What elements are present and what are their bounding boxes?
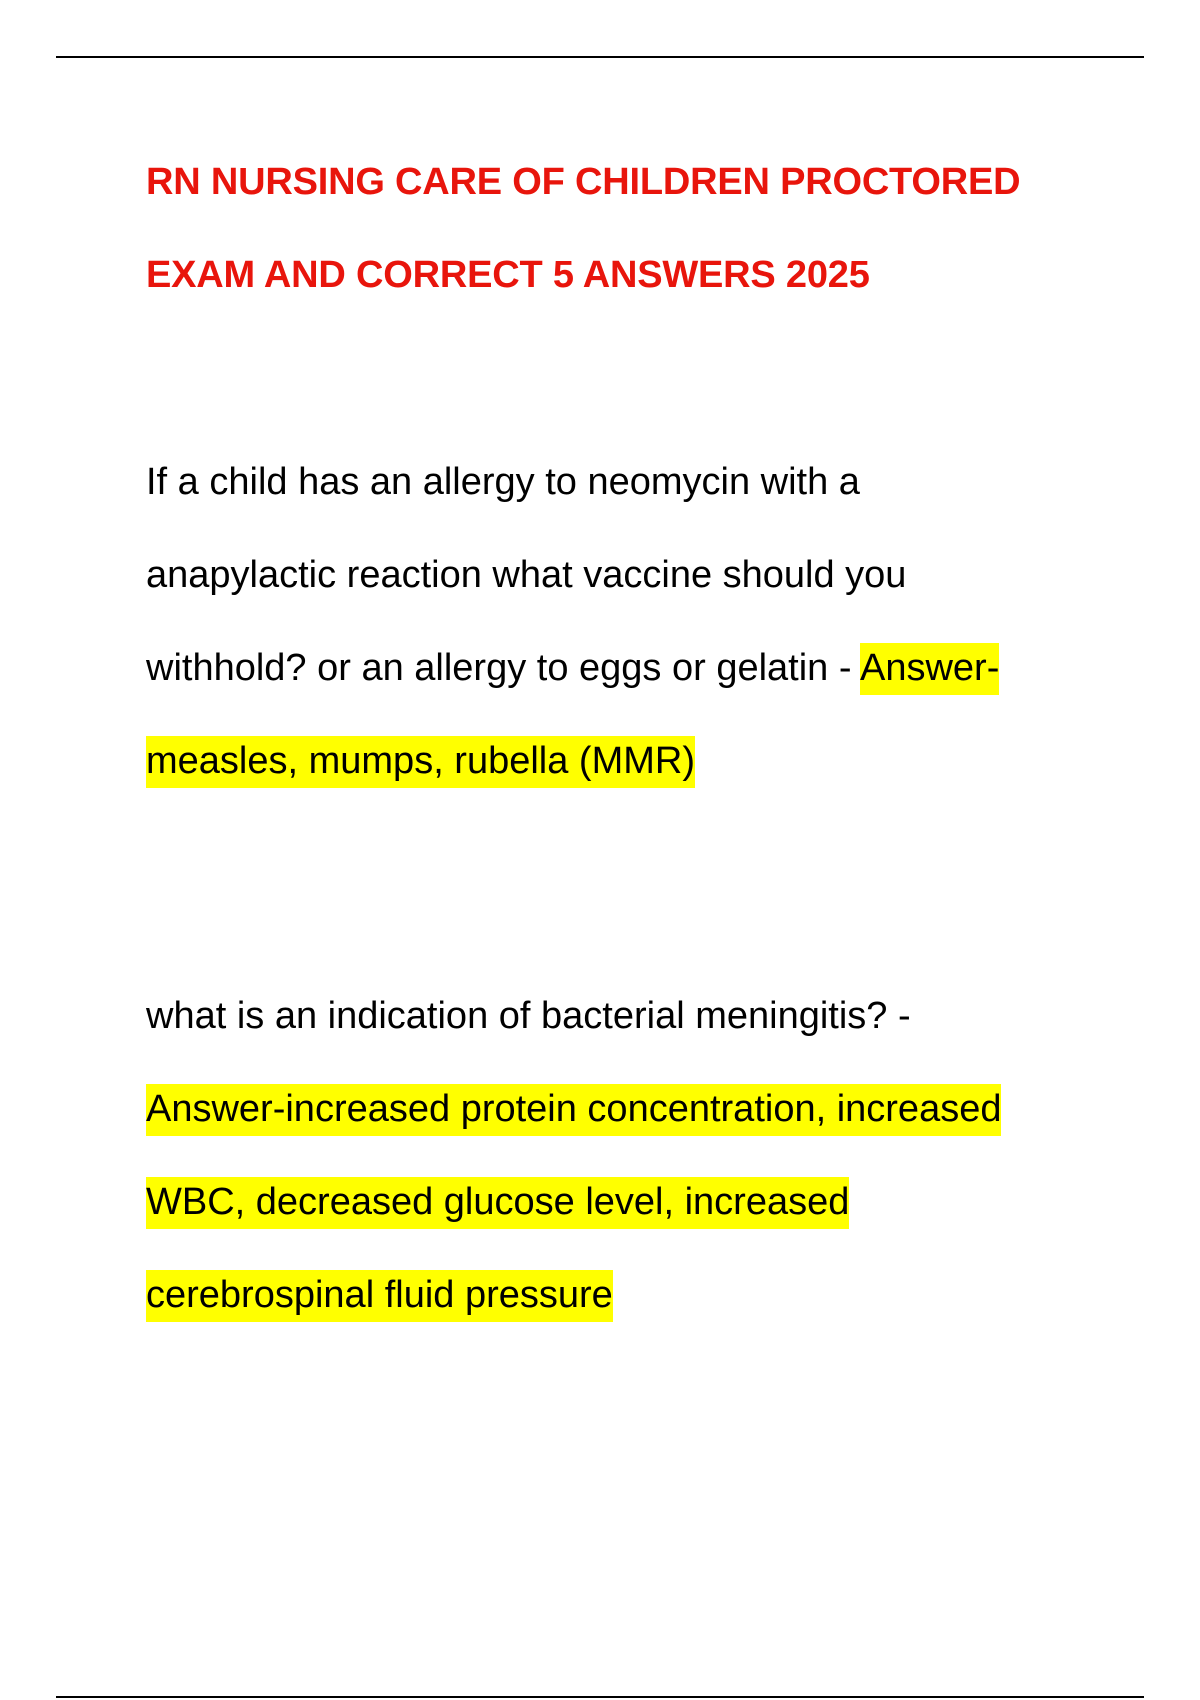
question-2-line-1: what is an indication of bacterial meningitis? -	[146, 995, 911, 1037]
question-1-line-3	[146, 622, 999, 715]
answer-1-text: measles, mumps, rubella (MMR)	[146, 736, 695, 788]
answer-2-text-1: Answer-increased protein concentration, increased	[146, 1084, 1001, 1136]
document-title	[146, 136, 1106, 322]
footer-rule	[56, 1696, 1144, 1698]
document-page	[146, 136, 1106, 1316]
answer-1-line-1	[146, 715, 999, 808]
answer-1-label: Answer-	[860, 643, 999, 695]
answer-2-line-1	[146, 1063, 1001, 1156]
question-block-2	[146, 970, 1001, 1342]
title-line-2: EXAM AND CORRECT 5 ANSWERS 2025	[146, 254, 870, 296]
answer-2-text-3: cerebrospinal fluid pressure	[146, 1270, 613, 1322]
question-1-line-1: If a child has an allergy to neomycin with a	[146, 461, 860, 503]
question-1-line-2: anapylactic reaction what vaccine should you	[146, 554, 907, 596]
answer-2-line-3	[146, 1249, 1001, 1342]
header-rule	[56, 56, 1144, 58]
question-block-1	[146, 436, 999, 808]
answer-2-line-2	[146, 1156, 1001, 1249]
answer-2-text-2: WBC, decreased glucose level, increased	[146, 1177, 849, 1229]
question-1-line-3-text: withhold? or an allergy to eggs or gelatin -	[146, 647, 860, 689]
title-line-1: RN NURSING CARE OF CHILDREN PROCTORED	[146, 161, 1021, 203]
